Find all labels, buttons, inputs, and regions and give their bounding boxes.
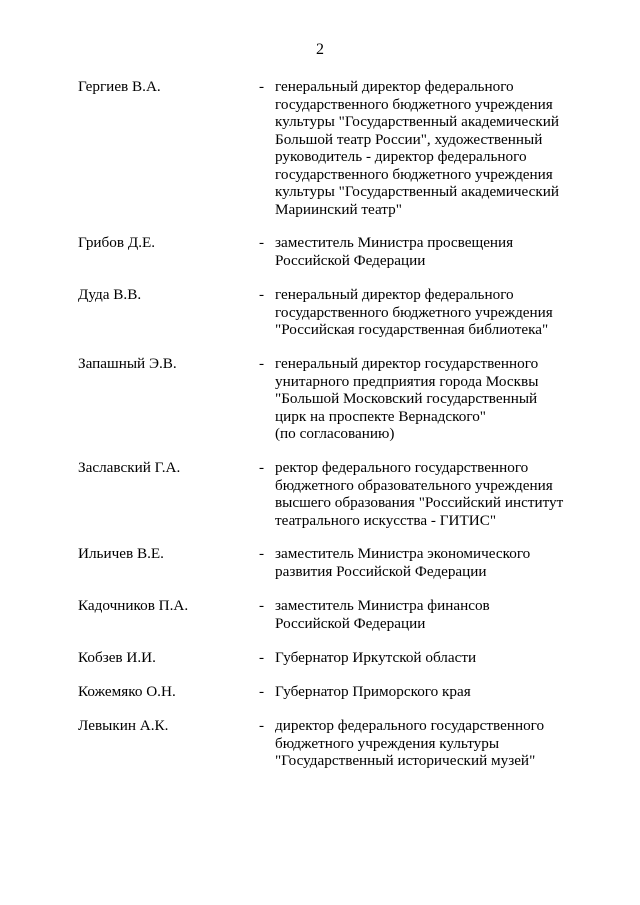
description-line: генеральный директор федерального — [275, 78, 514, 95]
position-description — [275, 78, 575, 218]
description-line: генеральный директор федерального — [275, 286, 514, 303]
description-line: генеральный директор государственного — [275, 355, 539, 372]
separator-dash: - — [259, 286, 265, 303]
separator-dash: - — [259, 717, 265, 734]
description-line: заместитель Министра просвещения — [275, 234, 514, 251]
description-line: директор федерального государственного — [275, 717, 545, 734]
description-line: "Государственный исторический музей" — [275, 752, 536, 769]
description-line: бюджетного учреждения культуры — [275, 734, 500, 752]
person-name: Кобзев И.И. — [78, 649, 156, 666]
person-name: Кадочников П.А. — [78, 597, 189, 614]
separator-dash: - — [259, 78, 265, 95]
separator-dash: - — [259, 234, 265, 251]
description-line: заместитель Министра финансов — [275, 597, 490, 614]
description-line: Российской Федерации — [275, 614, 426, 632]
description-line: театрального искусства - ГИТИС" — [275, 511, 497, 529]
separator-dash: - — [259, 459, 265, 476]
person-name: Грибов Д.Е. — [78, 234, 156, 251]
position-description — [275, 234, 575, 269]
position-description — [275, 545, 575, 580]
description-line: "Большой Московский государственный — [275, 390, 538, 407]
description-line: культуры "Государственный академический — [275, 183, 560, 200]
description-line: (по согласованию) — [275, 425, 395, 442]
description-line: Российской Федерации — [275, 251, 426, 269]
description-line: культуры "Государственный академический — [275, 113, 560, 130]
person-name: Левыкин А.К. — [78, 717, 169, 734]
description-line: государственного бюджетного учреждения — [275, 95, 553, 113]
person-name: Дуда В.В. — [78, 286, 142, 303]
description-line: развития Российской Федерации — [275, 562, 487, 580]
person-name: Запашный Э.В. — [78, 355, 177, 372]
page-number: 2 — [316, 41, 324, 58]
description-line: государственного бюджетного учреждения — [275, 303, 553, 321]
description-line: унитарного предприятия города Москвы — [275, 372, 539, 390]
separator-dash: - — [259, 355, 265, 372]
description-line: Большой театр России", художественный — [275, 130, 543, 148]
separator-dash: - — [259, 683, 265, 700]
person-name: Заславский Г.А. — [78, 459, 181, 476]
position-description — [275, 597, 575, 632]
position-description — [275, 717, 575, 770]
position-description — [275, 683, 575, 701]
position-description — [275, 286, 575, 339]
description-line: государственного бюджетного учреждения — [275, 165, 553, 183]
description-line: заместитель Министра экономического — [275, 545, 531, 562]
description-line: высшего образования "Российский институт — [275, 494, 564, 511]
description-line: Губернатор Приморского края — [275, 683, 471, 700]
description-line: руководитель - директор федерального — [275, 148, 527, 165]
description-line: "Российская государственная библиотека" — [275, 321, 549, 338]
description-line: бюджетного образовательного учреждения — [275, 476, 553, 494]
description-line: ректор федерального государственного — [275, 459, 529, 476]
description-line: Губернатор Иркутской области — [275, 649, 477, 666]
position-description — [275, 459, 575, 529]
person-name: Ильичев В.Е. — [78, 545, 164, 562]
description-line: Мариинский театр" — [275, 200, 402, 218]
description-line: цирк на проспекте Вернадского" — [275, 407, 486, 425]
separator-dash: - — [259, 545, 265, 562]
separator-dash: - — [259, 649, 265, 666]
person-name: Гергиев В.А. — [78, 78, 161, 95]
separator-dash: - — [259, 597, 265, 614]
position-description — [275, 649, 575, 667]
position-description — [275, 355, 575, 443]
person-name: Кожемяко О.Н. — [78, 683, 176, 700]
